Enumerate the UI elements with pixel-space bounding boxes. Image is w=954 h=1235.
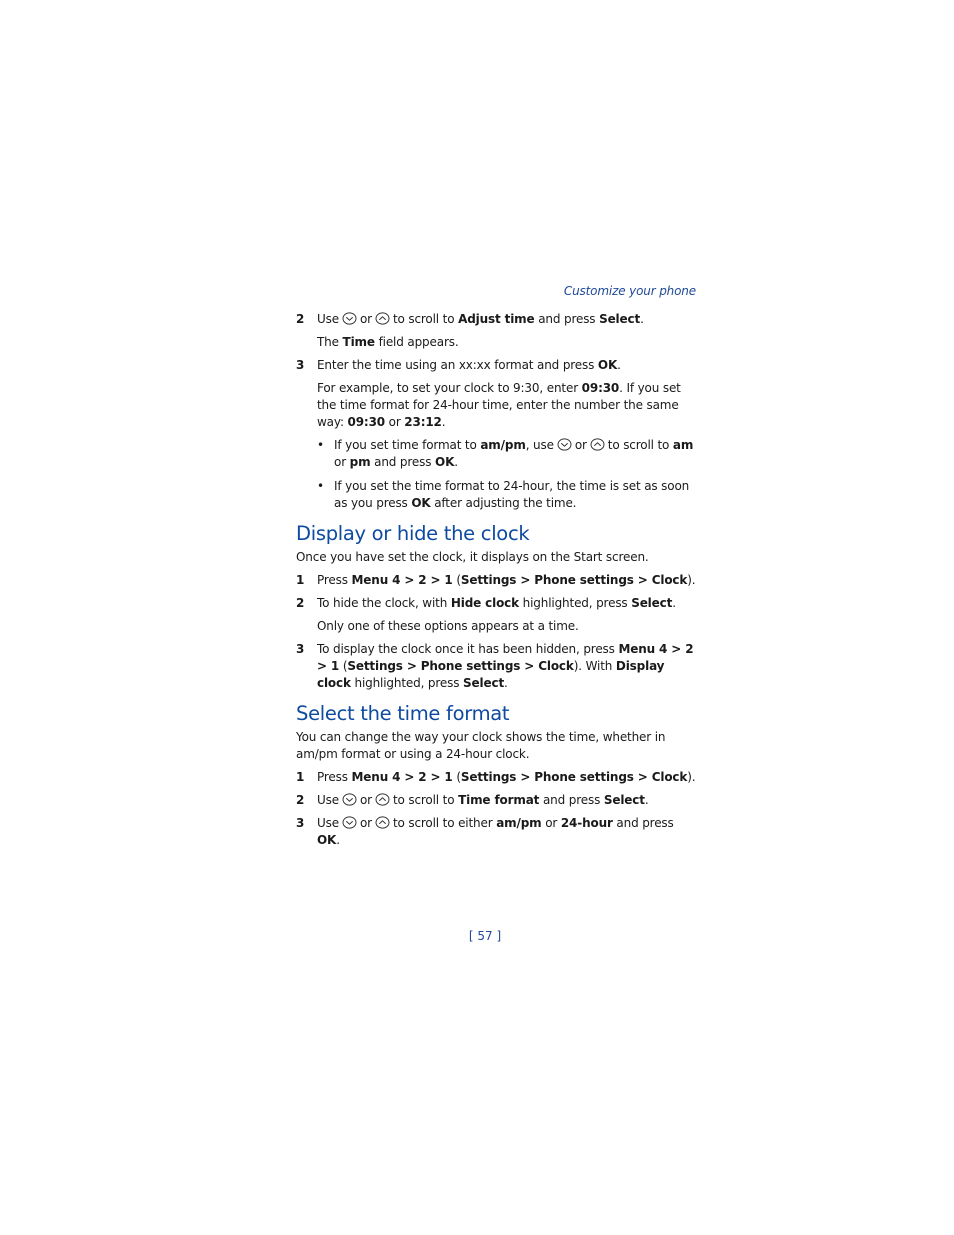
step-number: 1 [296,573,305,587]
step-number: 3 [296,642,305,656]
bullet-dot: • [317,479,324,493]
scroll-up-icon [590,438,605,451]
sec3-intro: You can change the way your clock shows the time, whether in am/pm format or using a 24-hour clock. [296,730,666,761]
sec3-step-3: 3 Use or to scroll to either am/pm or 24-hour and press OK. [296,816,674,847]
sec1-step-2: 2 Use or to scroll to Adjust time and press Select. [296,312,644,326]
sec3-step-1: 1 Press Menu 4 > 2 > 1 (Settings > Phone settings > Clock). [296,770,696,784]
step-number: 2 [296,596,305,610]
sec2-step-1: 1 Press Menu 4 > 2 > 1 (Settings > Phone settings > Clock). [296,573,696,587]
softkey-label: Select [599,312,641,326]
sec2-intro: Once you have set the clock, it displays on the Start screen. [296,550,649,564]
scroll-down-icon [342,793,357,806]
heading-display-or-hide-clock: Display or hide the clock [296,522,530,545]
scroll-up-icon [375,793,390,806]
scroll-up-icon [375,312,390,325]
scroll-down-icon [342,312,357,325]
page-number: [ 57 ] [468,929,502,943]
scroll-down-icon [557,438,572,451]
softkey-label: OK [597,358,618,372]
sec1-example: For example, to set your clock to 9:30, enter 09:30. If you set the time format for 24-hour time, enter the number the same way: 09:30 or 23:12. [317,381,681,429]
sec1-note-time-field: The Time field appears. [317,335,459,349]
heading-select-time-format: Select the time format [296,702,510,725]
sec1-step-3: 3 Enter the time using an xx:xx format and press OK. [296,358,621,372]
scroll-down-icon [342,816,357,829]
sec3-step-2: 2 Use or to scroll to Time format and press Select. [296,793,649,807]
sec2-step-2: 2 To hide the clock, with Hide clock highlighted, press Select. [296,596,676,610]
running-head: Customize your phone [563,284,696,298]
step-number: 3 [296,358,305,372]
sec2-note: Only one of these options appears at a time. [317,619,579,633]
step-number: 2 [296,793,305,807]
sec2-step-3: 3 To display the clock once it has been hidden, press Menu 4 > 2 > 1 (Settings > Phone settings > Clock). With Display clock highlighted, press Select. [296,642,694,690]
step-number: 3 [296,816,305,830]
sec1-bullet-24hour: • If you set the time format to 24-hour, the time is set as soon as you press OK after adjusting the time. [317,479,690,510]
menu-option: Adjust time [458,312,535,326]
step-number: 2 [296,312,305,326]
step-number: 1 [296,770,305,784]
bullet-dot: • [317,438,324,452]
manual-page [296,283,696,855]
sec1-bullet-ampm: • If you set time format to am/pm, use or to scroll to am or pm and press OK. [317,438,694,469]
scroll-up-icon [375,816,390,829]
